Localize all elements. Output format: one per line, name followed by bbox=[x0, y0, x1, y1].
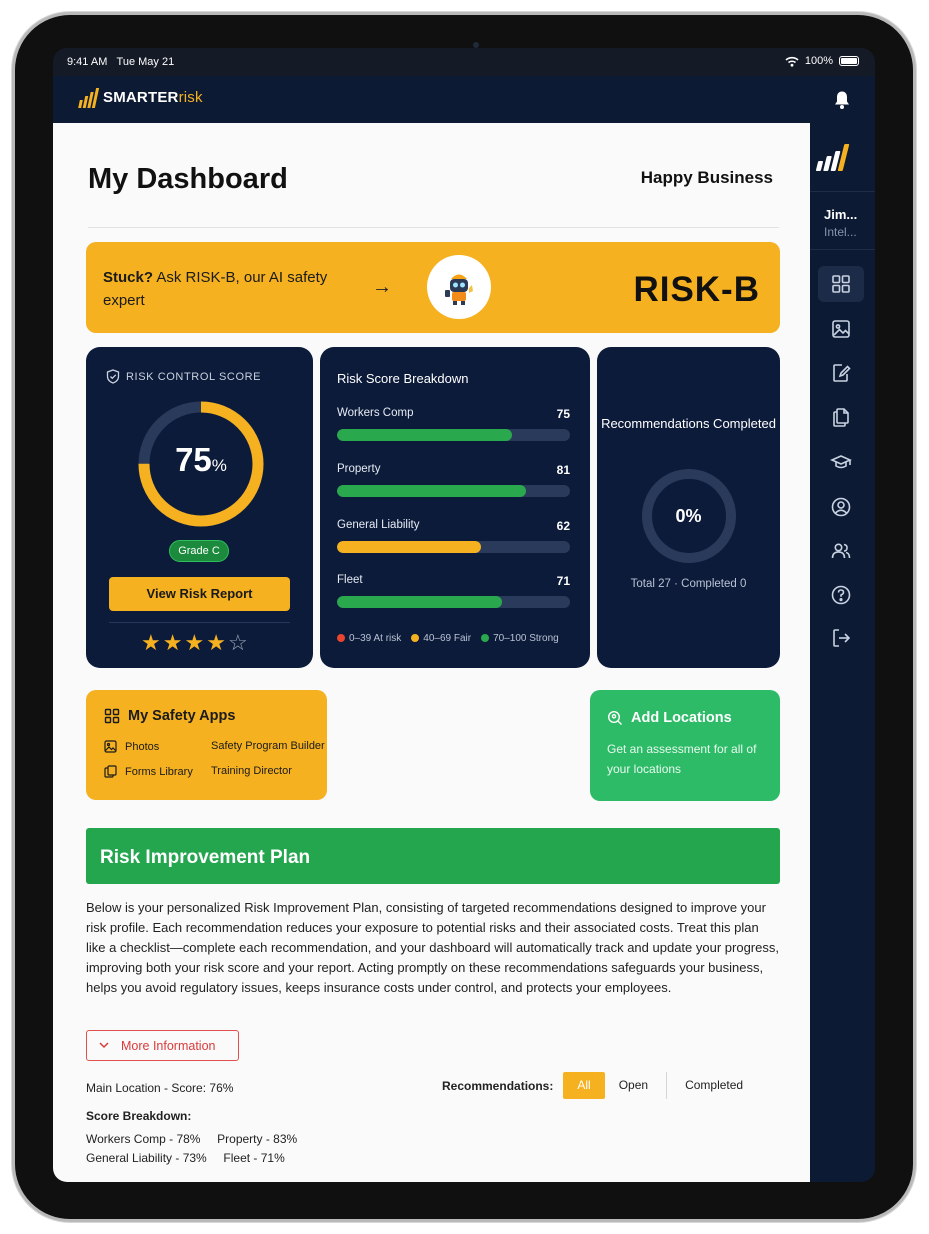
filter-completed[interactable]: Completed bbox=[685, 1078, 744, 1092]
rail-help-icon[interactable] bbox=[818, 577, 864, 613]
legend-item: 70–100 Strong bbox=[481, 633, 559, 644]
status-right bbox=[785, 55, 859, 67]
rail-profile-icon[interactable] bbox=[818, 489, 864, 525]
progress-fill bbox=[337, 541, 481, 553]
rail-logo-icon[interactable] bbox=[817, 143, 846, 171]
rail-divider bbox=[810, 249, 875, 250]
breakdown-value: 75 bbox=[556, 407, 570, 421]
score-breakdown-label: Score Breakdown: bbox=[86, 1109, 192, 1123]
completion-value: 0% bbox=[675, 506, 702, 526]
documents-icon bbox=[104, 765, 117, 778]
arrow-right-icon: → bbox=[372, 276, 392, 298]
breakdown-value: 62 bbox=[556, 519, 570, 533]
bell-icon[interactable] bbox=[833, 90, 851, 110]
more-information-button[interactable]: More Information bbox=[86, 1030, 239, 1061]
rail-user[interactable] bbox=[824, 207, 857, 239]
status-time: 9:41 AM Tue May 21 bbox=[67, 56, 175, 68]
breakdown-row bbox=[337, 463, 570, 475]
breakdown-label: Property bbox=[337, 463, 381, 475]
location-search-icon bbox=[607, 710, 623, 726]
safety-apps-heading: My Safety Apps bbox=[104, 708, 235, 724]
breakdown-value: 71 bbox=[556, 574, 570, 588]
main-location-score: Main Location - Score: 76% bbox=[86, 1081, 234, 1095]
safety-apps-card bbox=[86, 690, 327, 800]
progress-track bbox=[337, 596, 570, 608]
breakdown-row bbox=[337, 407, 570, 419]
user-role: Intel... bbox=[824, 225, 857, 239]
score-heading: RISK CONTROL SCORE bbox=[106, 369, 261, 384]
filter-all[interactable]: All bbox=[563, 1072, 604, 1099]
plan-description: Below is your personalized Risk Improvement Plan, consisting of targeted recommendations designed to improve your risk profile. Each recommendation reduces your exposure to potential risks and their associated costs. Treat this plan like a checklist—complete each recommendation, and your dashboard will automatically track and update your progress, improving both your risk score and your report. Acting promptly on these recommendations safeguards your business, helps you avoid regulatory issues, keeps insurance costs under control, and protects your employees. bbox=[86, 900, 779, 995]
breakdown-legend bbox=[337, 633, 559, 644]
shield-icon bbox=[106, 369, 120, 384]
app-training-director-link[interactable]: Training Director bbox=[211, 765, 292, 777]
logo-text: SMARTERrisk bbox=[103, 88, 203, 106]
breakdown-label: Fleet bbox=[337, 574, 363, 586]
star-empty-icon: ☆ bbox=[227, 630, 250, 655]
app-header bbox=[53, 76, 875, 123]
risk-control-score-card bbox=[86, 347, 313, 668]
rail-users-icon[interactable] bbox=[818, 533, 864, 569]
progress-fill bbox=[337, 429, 512, 441]
side-rail bbox=[810, 123, 875, 1182]
app-forms-library-link[interactable]: Forms Library bbox=[104, 765, 193, 778]
grid-icon bbox=[104, 708, 120, 724]
user-name: Jim... bbox=[824, 207, 858, 222]
score-value: 75% bbox=[175, 441, 227, 478]
business-name[interactable]: Happy Business bbox=[640, 168, 773, 187]
progress-fill bbox=[337, 485, 526, 497]
star-filled-icon: ★ bbox=[184, 630, 207, 655]
breakdown-label: General Liability bbox=[337, 519, 420, 531]
main-content bbox=[53, 123, 810, 1182]
breakdown-heading: Risk Score Breakdown bbox=[337, 371, 469, 386]
progress-track bbox=[337, 429, 570, 441]
breakdown-row bbox=[337, 519, 570, 531]
banner-text: Stuck? Ask RISK-B, our AI safety expert bbox=[103, 269, 328, 309]
score-breakdown-line: General Liability - 73% Fleet - 71% bbox=[86, 1151, 285, 1165]
completion-totals: Total 27 · Completed 0 bbox=[630, 578, 747, 590]
legend-item: 40–69 Fair bbox=[411, 633, 471, 644]
rail-forms-icon[interactable] bbox=[818, 355, 864, 391]
robot-mascot-icon bbox=[427, 255, 491, 319]
status-bar bbox=[53, 48, 875, 76]
breakdown-row bbox=[337, 574, 570, 586]
page-title: My Dashboard bbox=[88, 163, 288, 195]
risk-score-breakdown-card bbox=[320, 347, 590, 668]
add-locations-card[interactable] bbox=[590, 690, 780, 801]
image-icon bbox=[104, 740, 117, 753]
recommendations-heading: Recommendations Completed bbox=[601, 416, 776, 431]
ai-assistant-banner[interactable] bbox=[86, 242, 780, 333]
app-photos-link[interactable]: Photos bbox=[104, 740, 159, 753]
rail-training-icon[interactable] bbox=[818, 444, 864, 480]
card-divider bbox=[109, 622, 290, 623]
rail-photos-icon[interactable] bbox=[818, 311, 864, 347]
rail-dashboard-icon[interactable] bbox=[818, 266, 864, 302]
app-safety-program-builder-link[interactable]: Safety Program Builder bbox=[211, 740, 325, 752]
chevron-down-icon bbox=[99, 1042, 109, 1049]
add-locations-text: Get an assessment for all of your locations bbox=[607, 742, 757, 776]
star-rating bbox=[141, 630, 250, 656]
add-locations-heading: Add Locations bbox=[607, 710, 732, 726]
progress-track bbox=[337, 485, 570, 497]
legend-item: 0–39 At risk bbox=[337, 633, 401, 644]
filter-open[interactable]: Open bbox=[618, 1078, 649, 1092]
recommendations-filter bbox=[442, 1072, 757, 1099]
rail-logout-icon[interactable] bbox=[818, 620, 864, 656]
view-risk-report-button[interactable]: View Risk Report bbox=[109, 577, 290, 611]
logo-bars-icon bbox=[79, 86, 97, 108]
filter-divider bbox=[666, 1072, 667, 1099]
rail-divider bbox=[810, 191, 875, 192]
breakdown-label: Workers Comp bbox=[337, 407, 414, 419]
battery-percent: 100% bbox=[804, 55, 833, 67]
app-logo[interactable] bbox=[79, 86, 203, 108]
progress-track bbox=[337, 541, 570, 553]
rail-documents-icon[interactable] bbox=[818, 399, 864, 435]
wifi-icon bbox=[785, 56, 799, 67]
risk-improvement-plan-header: Risk Improvement Plan bbox=[86, 828, 780, 884]
progress-fill bbox=[337, 596, 502, 608]
star-filled-icon: ★ bbox=[162, 630, 185, 655]
breakdown-value: 81 bbox=[556, 463, 570, 477]
header-divider bbox=[88, 227, 779, 228]
star-filled-icon: ★ bbox=[206, 630, 228, 655]
recommendations-completed-card bbox=[597, 347, 780, 668]
grade-badge: Grade C bbox=[169, 540, 229, 562]
recommendations-filter-label: Recommendations: bbox=[442, 1078, 554, 1093]
score-breakdown-line: Workers Comp - 78% Property - 83% bbox=[86, 1132, 298, 1146]
screen bbox=[53, 48, 875, 1182]
battery-icon bbox=[839, 56, 859, 66]
risk-b-brand: RISK-B bbox=[633, 270, 760, 309]
star-filled-icon: ★ bbox=[141, 630, 163, 655]
